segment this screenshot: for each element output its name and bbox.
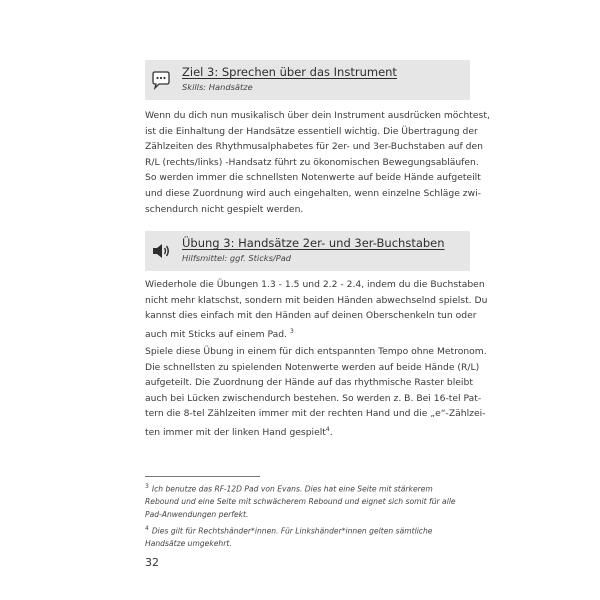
- text-line-content: ten immer mit der linken Hand gespielt: [145, 427, 326, 439]
- footnote-3: [145, 481, 470, 522]
- text-line: Die schnellsten zu spielenden Notenwerte werden auf beide Hände (R/L): [145, 361, 480, 373]
- text-line: So werden immer die schnellsten Notenwerte auf beide Hände aufgeteilt: [145, 172, 481, 184]
- footnote-ref-4[interactable]: 4: [325, 425, 330, 433]
- exercise-title: Übung 3: Handsätze 2er- und 3er-Buchstaben: [182, 236, 445, 250]
- speech-bubble-icon: [149, 68, 173, 92]
- text-line: tern die 8-tel Zählzeiten immer mit der rechten Hand und die „e“-Zählzei-: [145, 408, 486, 420]
- text-line: und diese Zuordnung wird auch eingehalten, wenn einzelne Schläge zwi-: [145, 187, 482, 199]
- text-line: auch bei Lücken zwischendurch bestehen. So werden z. B. Bei 16-tel Pat-: [145, 392, 482, 404]
- speaker-icon: [149, 239, 173, 263]
- text-line: R/L (rechts/links) -Handsatz führt zu ökonomischen Bewegungsabläufen.: [145, 156, 479, 168]
- footnote-4: [145, 523, 470, 551]
- text-line: ist die Einhaltung der Handsätze essentiell wichtig. Die Übertragung der: [145, 125, 478, 137]
- text-line: [145, 324, 470, 343]
- text-line-content: auch mit Sticks auf einem Pad.: [145, 328, 288, 340]
- text-line: schendurch nicht gespielt werden.: [145, 203, 304, 215]
- text-line: nicht mehr klatschst, sondern mit beiden Händen abwechselnd spielst. Du: [145, 294, 488, 306]
- intro-paragraph: [145, 108, 490, 217]
- footnote-text: Dies gilt für Rechtshänder*innen. Für Linkshänder*innen gelten sämtliche: [151, 526, 433, 536]
- text-line: [145, 422, 470, 441]
- footnote-text: Ich benutze das RF-12D Pad von Evans. Dies hat eine Seite mit stärkerem: [151, 484, 433, 494]
- text-line: kannst dies einfach mit den Händen auf deinen Oberschenkeln tun oder: [145, 310, 477, 322]
- sentence-end: .: [329, 427, 333, 439]
- text-line: Zählzeiten des Rhythmusalphabetes für 2er- und 3er-Buchstaben auf den: [145, 141, 483, 153]
- exercise-paragraph-2: [145, 344, 487, 441]
- footnote-number: 4: [145, 525, 149, 532]
- footnote-ref-3[interactable]: 3: [289, 327, 294, 335]
- exercise-aids: Hilfsmittel: ggf. Sticks/Pad: [182, 253, 292, 263]
- footnote-line: Rebound und eine Seite mit schwächerem Rebound und eignet sich somit für alle: [145, 497, 456, 507]
- footnote-line: Handsätze umgekehrt.: [145, 539, 232, 549]
- text-line: Wenn du dich nun musikalisch über dein Instrument ausdrücken möchtest,: [145, 110, 490, 121]
- goal-skills: Skills: Handsätze: [182, 82, 253, 92]
- text-line: aufgeteilt. Die Zuordnung der Hände auf das rhythmische Raster bleibt: [145, 377, 473, 389]
- goal-header: [145, 60, 470, 100]
- footnote-line: [145, 523, 470, 538]
- footnote-divider: [145, 476, 260, 477]
- exercise-paragraph-1: [145, 277, 488, 342]
- footnote-line: [145, 481, 470, 496]
- text-line: Spiele diese Übung in einem für dich entspannten Tempo ohne Metronom.: [145, 346, 487, 357]
- footnote-number: 3: [145, 483, 149, 490]
- footnote-line: Pad-Anwendungen perfekt.: [145, 510, 249, 520]
- page-number: 32: [145, 556, 159, 569]
- text-line: Wiederhole die Übungen 1.3 - 1.5 und 2.2 - 2.4, indem du die Buchstaben: [145, 279, 485, 290]
- goal-title: Ziel 3: Sprechen über das Instrument: [182, 65, 397, 79]
- exercise-header: [145, 231, 470, 271]
